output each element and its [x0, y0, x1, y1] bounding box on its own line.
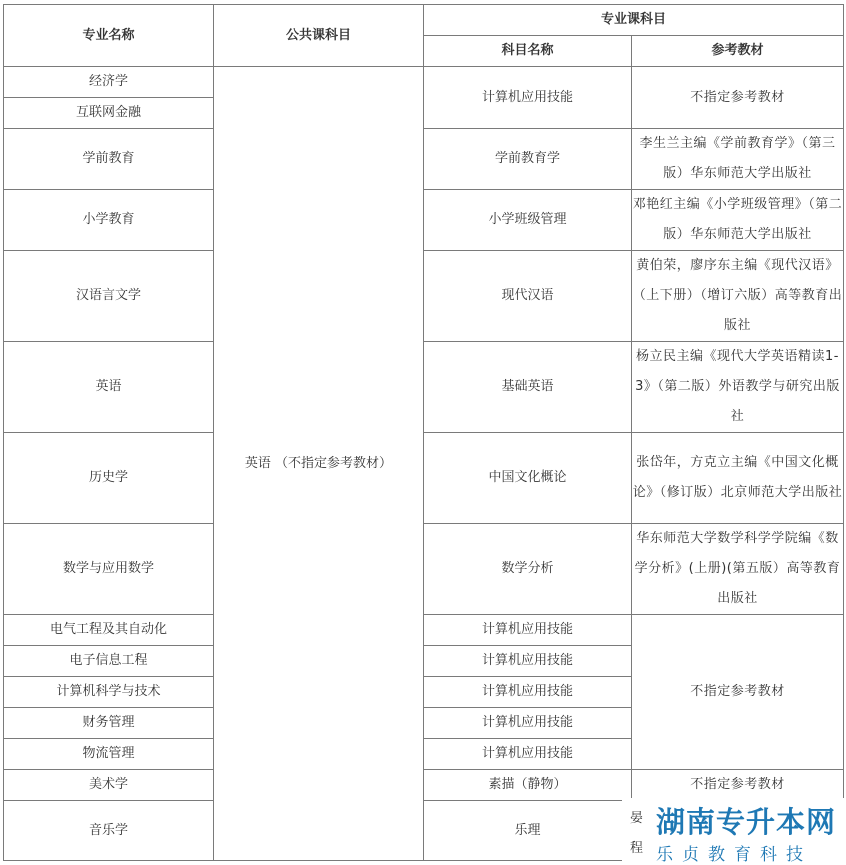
- subject-cell: 现代汉语: [424, 251, 632, 342]
- major-cell: 汉语言文学: [4, 251, 214, 342]
- table-row: [4, 615, 844, 646]
- watermark-char: 技: [786, 845, 812, 865]
- major-cell: 物流管理: [4, 739, 214, 770]
- header-major-name: 专业名称: [4, 5, 214, 67]
- header-professional-course: 专业课科目: [424, 5, 844, 36]
- major-cell: 电气工程及其自动化: [4, 615, 214, 646]
- table-row: [4, 433, 844, 524]
- header-subject-name: 科目名称: [424, 36, 632, 67]
- major-cell: 学前教育: [4, 129, 214, 190]
- reference-cell: 邓艳红主编《小学班级管理》（第二版）华东师范大学出版社: [632, 190, 844, 251]
- watermark-title: 湖南专升本网: [656, 805, 837, 839]
- subject-cell: 学前教育学: [424, 129, 632, 190]
- watermark-char: 贞: [682, 845, 708, 865]
- subject-cell: 计算机应用技能: [424, 708, 632, 739]
- reference-cell: 不指定参考教材: [632, 67, 844, 129]
- header-reference-book: 参考教材: [632, 36, 844, 67]
- exam-subjects-table: [3, 4, 844, 861]
- header-public-course: 公共课科目: [214, 5, 424, 67]
- reference-cell: 华东师范大学数学科学学院编《数学分析》(上册)(第五版）高等教育出版社: [632, 524, 844, 615]
- subject-cell: 计算机应用技能: [424, 67, 632, 129]
- major-cell: 计算机科学与技术: [4, 677, 214, 708]
- watermark-char: 育: [734, 845, 760, 865]
- table-row: [4, 129, 844, 190]
- reference-cell: 张岱年，方克立主编《中国文化概论》（修订版）北京师范大学出版社: [632, 433, 844, 524]
- subject-cell: 数学分析: [424, 524, 632, 615]
- watermark-char: 科: [760, 845, 786, 865]
- major-cell: 音乐学: [4, 801, 214, 861]
- table-row: [4, 251, 844, 342]
- subject-cell: 素描（静物）: [424, 770, 632, 801]
- subject-cell: 计算机应用技能: [424, 646, 632, 677]
- subject-cell: 小学班级管理: [424, 190, 632, 251]
- table-row: [4, 770, 844, 801]
- major-cell: 历史学: [4, 433, 214, 524]
- table-row: [4, 524, 844, 615]
- major-cell: 数学与应用数学: [4, 524, 214, 615]
- watermark-logo: [622, 798, 846, 865]
- major-cell: 财务管理: [4, 708, 214, 739]
- reference-cell: 李生兰主编《学前教育学》（第三版）华东师范大学出版社: [632, 129, 844, 190]
- table-row: [4, 67, 844, 98]
- major-cell: 小学教育: [4, 190, 214, 251]
- table-row: [4, 190, 844, 251]
- table-row: [4, 342, 844, 433]
- reference-cell: 不指定参考教材: [632, 770, 844, 801]
- watermark-subtitle: [656, 840, 812, 865]
- major-cell: 电子信息工程: [4, 646, 214, 677]
- major-cell: 英语: [4, 342, 214, 433]
- public-course-cell: 英语 （不指定参考教材）: [214, 67, 424, 861]
- subject-cell: 中国文化概论: [424, 433, 632, 524]
- reference-cell: 黄伯荣，廖序东主编《现代汉语》（上下册）（增订六版）高等教育出版社: [632, 251, 844, 342]
- watermark-char: 教: [708, 845, 734, 865]
- reference-fragment: 晏 程: [630, 811, 644, 856]
- reference-cell: 不指定参考教材: [632, 615, 844, 770]
- major-cell: 互联网金融: [4, 98, 214, 129]
- major-cell: 经济学: [4, 67, 214, 98]
- subject-cell: 基础英语: [424, 342, 632, 433]
- reference-cell: 杨立民主编《现代大学英语精读1-3》（第二版）外语教学与研究出版社: [632, 342, 844, 433]
- subject-cell: 乐理: [424, 801, 632, 861]
- subject-cell: 计算机应用技能: [424, 677, 632, 708]
- watermark-char: 乐: [656, 845, 682, 865]
- subject-cell: 计算机应用技能: [424, 739, 632, 770]
- subject-cell: 计算机应用技能: [424, 615, 632, 646]
- major-cell: 美术学: [4, 770, 214, 801]
